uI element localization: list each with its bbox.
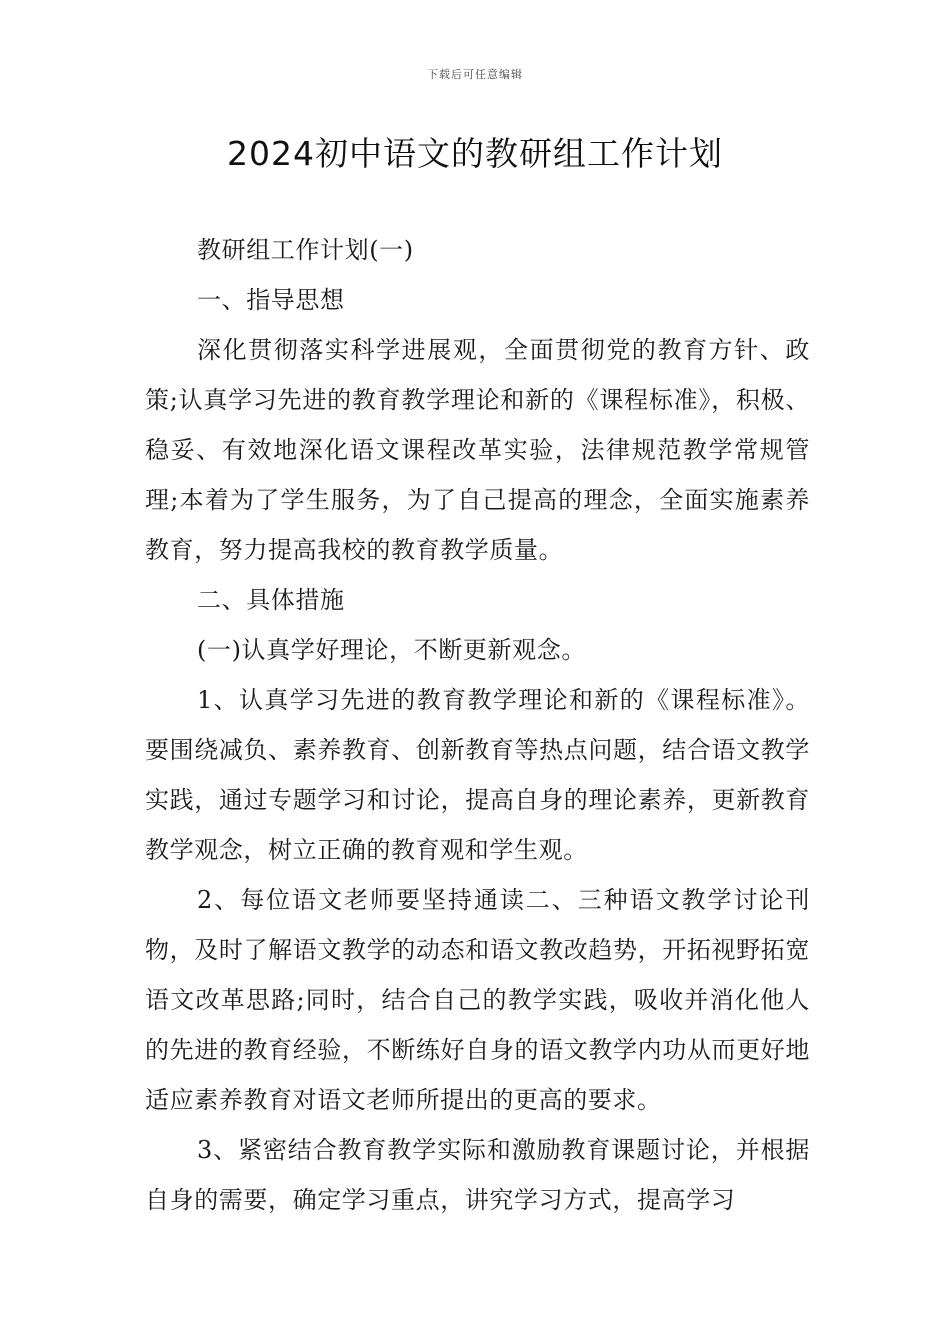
subsection-heading-theory: (一)认真学好理论，不断更新观念。	[197, 636, 586, 664]
paragraph-item-1: 1、认真学习先进的教育教学理论和新的《课程标准》。要围绕减负、素养教育、创新教育等热点问题，结合语文教学实践，通过专题学习和讨论，提高自身的理论素养，更新教育教学观念，树立正确的教育观和学生观。	[145, 686, 810, 864]
section-heading-plan: 教研组工作计划(一)	[197, 236, 414, 264]
document-title: 2024初中语文的教研组工作计划	[227, 134, 723, 173]
section-heading-measures: 二、具体措施	[197, 586, 345, 614]
section-heading-guiding: 一、指导思想	[197, 286, 345, 314]
header-note: 下载后可任意编辑	[427, 68, 523, 81]
paragraph-item-3: 3、紧密结合教育教学实际和激励教育课题讨论，并根据自身的需要，确定学习重点，讲究学习方式，提高学习	[145, 1136, 810, 1214]
paragraph-item-2: 2、每位语文老师要坚持通读二、三种语文教学讨论刊物，及时了解语文教学的动态和语文教改趋势，开拓视野拓宽语文改革思路;同时，结合自己的教学实践，吸收并消化他人的先进的教育经验，不断练好自身的语文教学内功从而更好地适应素养教育对语文老师所提出的更高的要求。	[145, 886, 810, 1114]
document-body	[145, 225, 810, 1225]
paragraph-guiding-thought: 深化贯彻落实科学进展观，全面贯彻党的教育方针、政策;认真学习先进的教育教学理论和新的《课程标准》，积极、稳妥、有效地深化语文课程改革实验，法律规范教学常规管理;本着为了学生服务，为了自己提高的理念，全面实施素养教育，努力提高我校的教育教学质量。	[145, 336, 810, 564]
